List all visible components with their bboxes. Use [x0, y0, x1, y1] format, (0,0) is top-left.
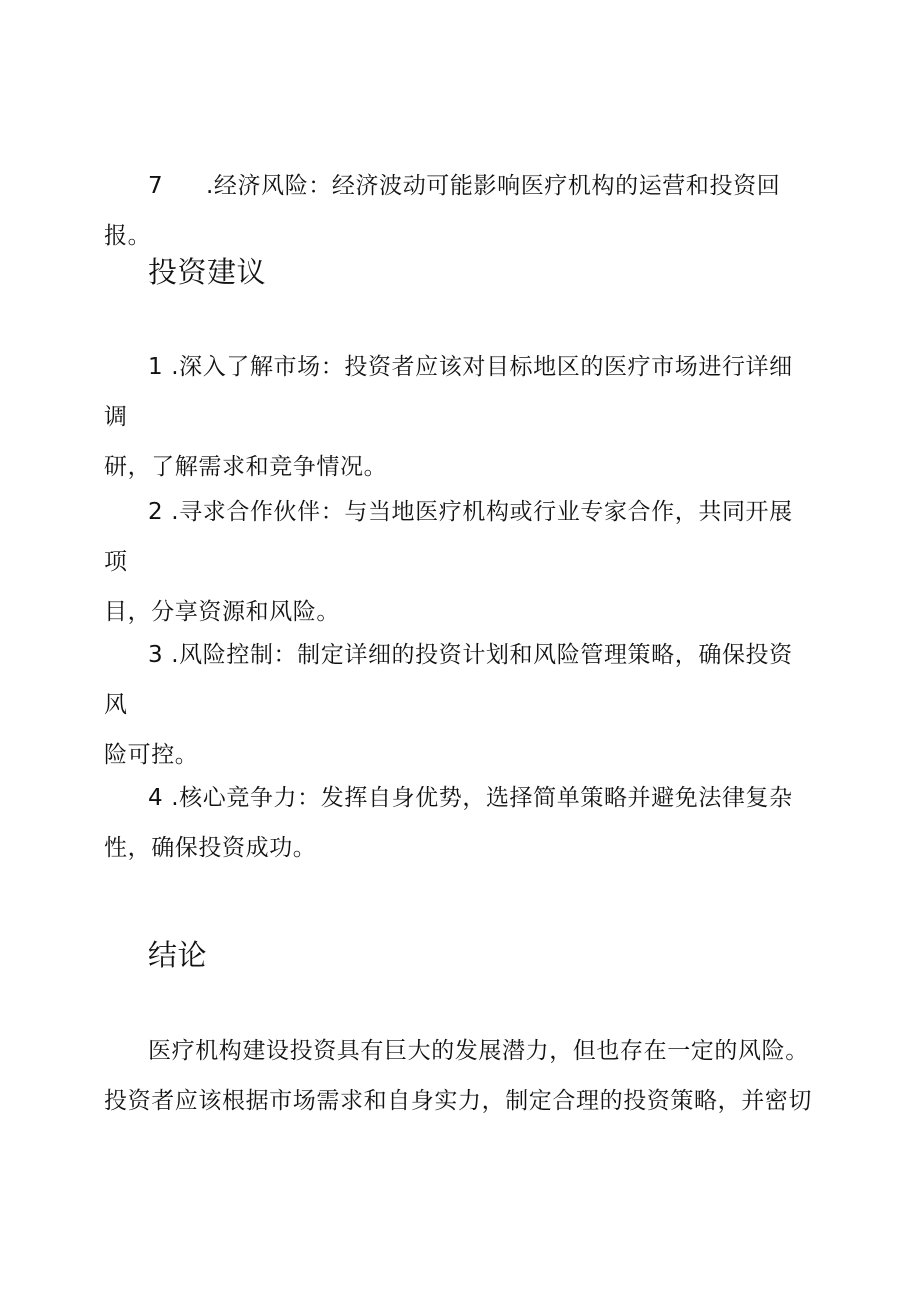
section-heading-advice: 投资建议	[148, 255, 267, 289]
advice-item-2	[104, 487, 816, 637]
advice-item-3	[104, 630, 816, 780]
list-item-number: 4	[148, 785, 164, 811]
advice-item-line-2: 研，了解需求和竞争情况。	[104, 454, 388, 480]
list-item-text: .经济风险：经济波动可能影响医疗机构的运营和投资回报。	[104, 173, 781, 249]
advice-item-1	[104, 342, 816, 492]
conclusion-line-1	[104, 1026, 816, 1076]
advice-item-line-1	[104, 630, 816, 730]
conclusion-paragraph	[104, 1026, 816, 1126]
list-item-7	[104, 161, 816, 261]
list-item-number: 3	[148, 642, 164, 668]
list-item-number: 1	[148, 354, 164, 380]
list-item-text: .深入了解市场：投资者应该对目标地区的医疗市场进行详细调	[104, 354, 793, 430]
list-item-text: .核心竞争力：发挥自身优势，选择简单策略并避免法律复杂	[171, 785, 793, 811]
list-item-number: 7	[148, 173, 164, 199]
advice-item-line-1	[104, 773, 816, 823]
advice-item-line-1	[104, 487, 816, 587]
advice-item-line-2: 险可控。	[104, 742, 199, 768]
advice-item-line-2: 目，分享资源和风险。	[104, 599, 340, 625]
list-item-number: 2	[148, 499, 164, 525]
list-item-text: .风险控制：制定详细的投资计划和风险管理策略，确保投资风	[104, 642, 793, 718]
section-heading-conclusion: 结论	[148, 938, 208, 972]
advice-item-line-1	[104, 342, 816, 442]
advice-item-line-2: 性，确保投资成功。	[104, 835, 317, 861]
conclusion-line-2: 投资者应该根据市场需求和自身实力，制定合理的投资策略，并密切	[104, 1088, 812, 1114]
list-item-text: .寻求合作伙伴：与当地医疗机构或行业专家合作，共同开展项	[104, 499, 793, 575]
advice-item-4	[104, 773, 816, 873]
conclusion-text: 医疗机构建设投资具有巨大的发展潜力，但也存在一定的风险。	[148, 1038, 809, 1064]
